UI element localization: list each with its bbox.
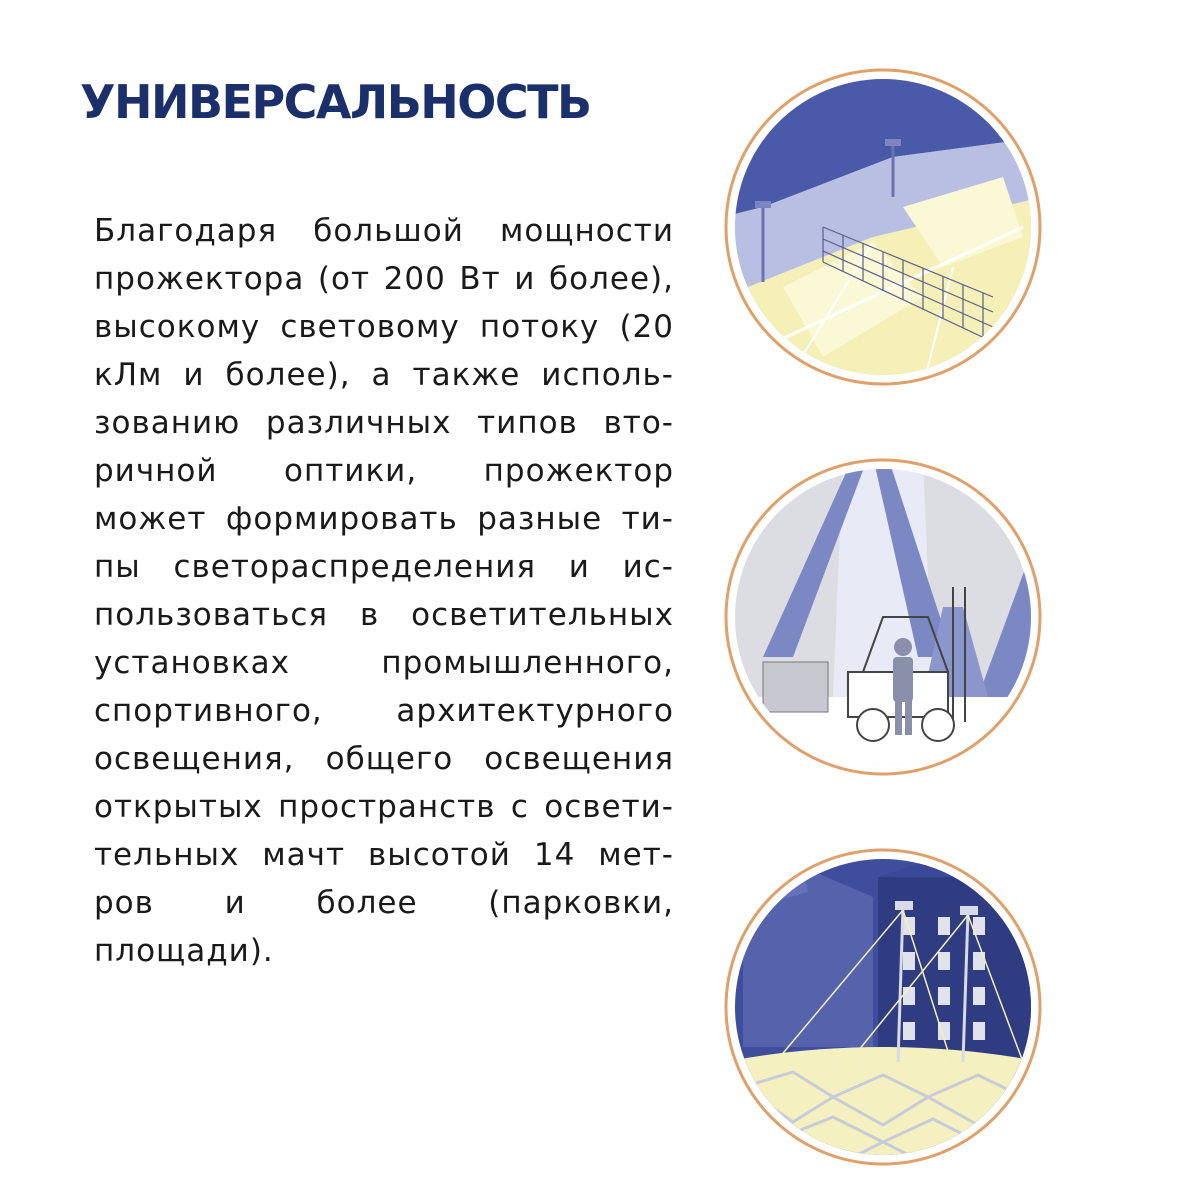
- text-line: открытых пространств с освети-: [94, 789, 674, 825]
- text-line: пользоваться в осветительных: [94, 597, 674, 633]
- description-paragraph: [94, 207, 674, 975]
- text-line: ричной оптики, прожектор: [94, 453, 674, 489]
- street-building-lighting-icon: [723, 847, 1043, 1167]
- text-line: освещения, общего освещения: [94, 741, 674, 777]
- text-line: Благодаря большой мощности: [94, 213, 674, 249]
- text-line: может формировать разные ти-: [94, 501, 674, 537]
- text-line: прожектора (от 200 Вт и более),: [94, 261, 674, 297]
- text-line: кЛм и более), а также исполь-: [94, 357, 674, 393]
- text-line: спортивного, архитектурного: [94, 693, 674, 729]
- sports-court-lighting-icon: [723, 67, 1043, 387]
- text-line: площади).: [94, 933, 274, 969]
- warehouse-forklift-lighting-icon: [723, 457, 1043, 777]
- text-line: установках промышленного,: [94, 645, 674, 681]
- page-title: УНИВЕРСАЛЬНОСТЬ: [80, 75, 591, 129]
- text-line: зованию различных типов вто-: [94, 405, 674, 441]
- text-line: тельных мачт высотой 14 мет-: [94, 837, 674, 873]
- text-line: высокому световому потоку (20: [94, 309, 674, 345]
- text-line: ров и более (парковки,: [94, 885, 674, 921]
- text-line: пы светораспределения и ис-: [94, 549, 674, 585]
